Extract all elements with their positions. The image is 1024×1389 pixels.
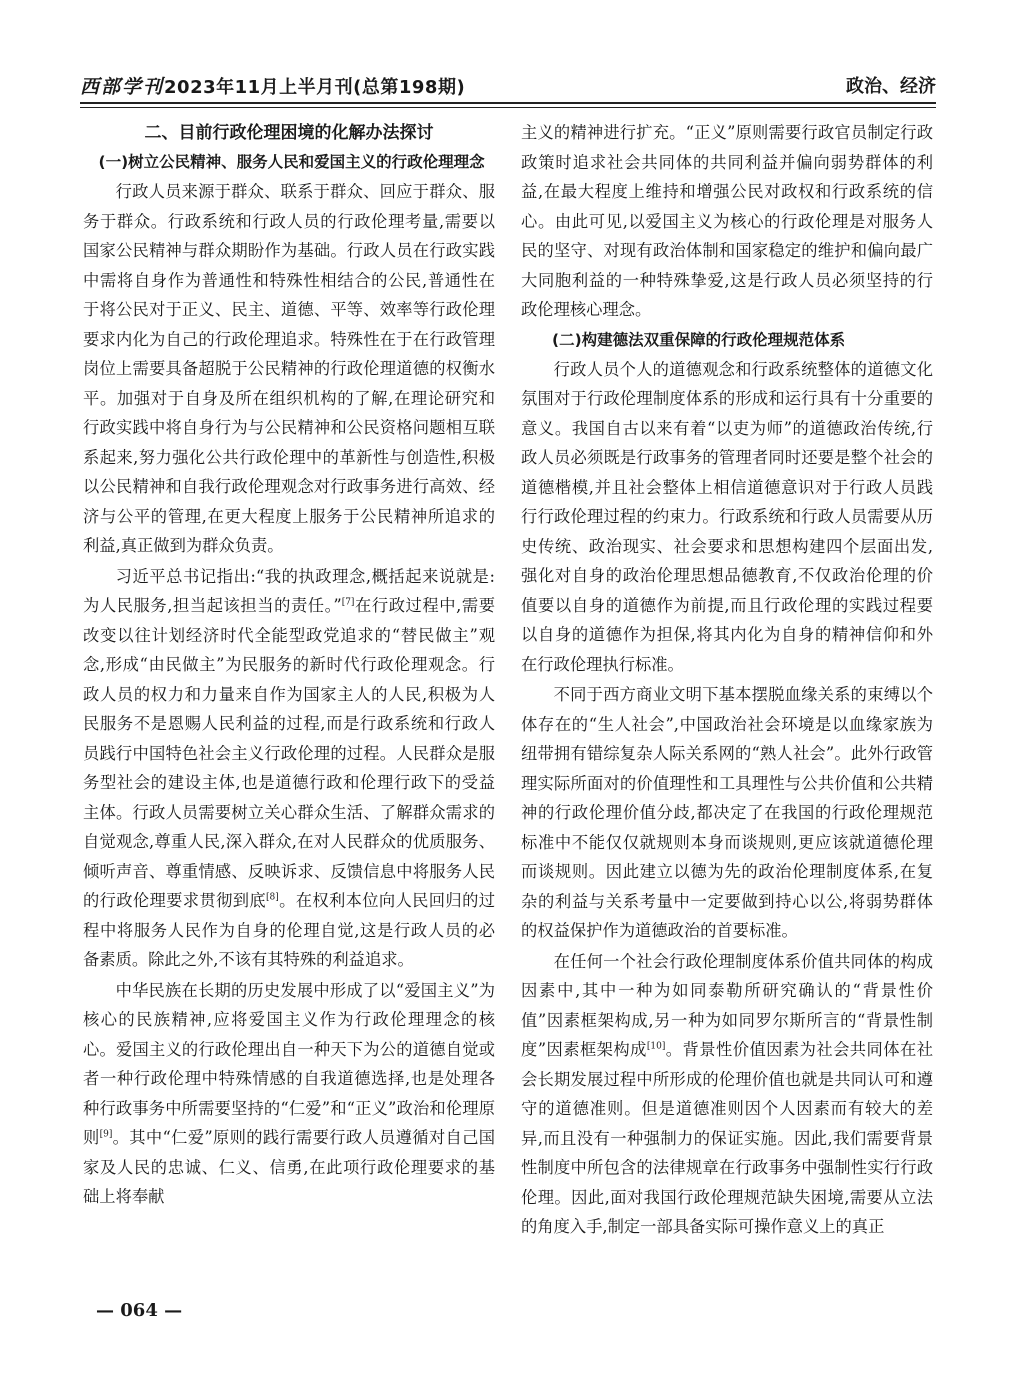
paragraph-text: 。在权利本位向人民回归的过程中将服务人民作为自身的伦理自觉,这是行政人员的必备素质。除此之外,不该有其特殊的利益追求。 [83, 891, 495, 969]
citation-marker: [8] [265, 892, 279, 903]
subsection-heading-1: (一)树立公民精神、服务人民和爱国主义的行政伦理理念 [98, 153, 485, 171]
paragraph-text: 在任何一个社会行政伦理制度体系价值共同体的构成因素中,其中一种为如同泰勒所研究确认的“背景性价值”因素框架构成,另一种为如同罗尔斯所言的“背景性制度”因素框架构成 [521, 951, 933, 1059]
running-header [80, 64, 936, 104]
paragraph: 不同于西方商业文明下基本摆脱血缘关系的束缚以个体存在的“生人社会”,中国政治社会环境是以血缘家族为纽带拥有错综复杂人际关系网的“熟人社会”。此外行政管理实际所面对的价值理性和工具理性与公共价值和公共精神的行政伦理价值分歧,都决定了在我国的行政伦理规范标准中不能仅仅就规则本身而谈规则,更应该就道德伦理而谈规则。因此建立以德为先的政治伦理制度体系,在复杂的利益与关系考量中一定要做到持心以公,将弱势群体的权益保护作为道德政治的首要标准。 [521, 685, 933, 940]
journal-issue-info [80, 72, 465, 99]
issue-label: 2023年11月上半月刊(总第198期) [164, 77, 466, 98]
right-column [521, 118, 933, 1243]
journal-logo: 西部学刊 [80, 76, 165, 98]
paragraph [83, 562, 495, 975]
paragraph-text: 在行政过程中,需要改变以往计划经济时代全能型政党追求的“替民做主”观念,形成“由民做主”为民服务的新时代行政伦理观念。行政人员的权力和力量来自作为国家主人的人民,积极为人民服务不是恩赐人民利益的过程,而是行政系统和行政人员践行中国特色社会主义行政伦理的过程。人民群众是服务型社会的建设主体,也是道德行政和伦理行政下的受益主体。行政人员需要树立关心群众生活、了解群众需求的自觉观念,尊重人民,深入群众,在对人民群众的优质服务、倾听声音、尊重情感、反映诉求、反馈信息中将服务人民的行政伦理要求贯彻到底 [83, 596, 495, 910]
paragraph-text: 。背景性价值因素为社会共同体在社会长期发展过程中所形成的伦理价值也就是共同认可和遵守的道德准则。但是道德准则因个人因素而有较大的差异,而且没有一种强制力的保证实施。因此,我们需要背景性制度中所包含的法律规章在行政事务中强制性实行行政伦理。因此,面对我国行政伦理规范缺失困境,需要从立法的角度入手,制定一部具备实际可操作意义上的真正 [521, 1040, 933, 1236]
citation-marker: [10] [646, 1041, 666, 1052]
header-rule [80, 102, 936, 104]
left-column [83, 118, 495, 1213]
header-rule-thin [80, 107, 936, 108]
paragraph [521, 947, 933, 1242]
paragraph-text: 习近平总书记指出:“我的执政理念,概括起来说就是:为人民服务,担当起该担当的责任。” [83, 566, 495, 615]
section-label: 政治、经济 [846, 76, 936, 97]
citation-marker: [7] [341, 597, 355, 608]
section-heading: 二、目前行政伦理困境的化解办法探讨 [144, 123, 434, 143]
citation-marker: [9] [99, 1129, 113, 1140]
paragraph: 行政人员个人的道德观念和行政系统整体的道德文化氛围对于行政伦理制度体系的形成和运行具有十分重要的意义。我国自古以来有着“以吏为师”的道德政治传统,行政人员必须既是行政事务的管理者同时还要是整个社会的道德楷模,并且社会整体上相信道德意识对于行政人员践行行政伦理过程的约束力。行政系统和行政人员需要从历史传统、政治现实、社会要求和思想构建四个层面出发,强化对自身的政治伦理思想品德教育,不仅政治伦理的价值要以自身的道德作为前提,而且行政伦理的实践过程要以自身的道德作为担保,将其内化为自身的精神信仰和外在行政伦理执行标准。 [521, 359, 933, 674]
paragraph-text: 。其中“仁爱”原则的践行需要行政人员遵循对自己国家及人民的忠诚、仁义、信勇,在此项行政伦理要求的基础上将奉献 [83, 1128, 495, 1206]
paragraph-continued: 主义的精神进行扩充。“正义”原则需要行政官员制定行政政策时追求社会共同体的共同利益并偏向弱势群体的利益,在最大程度上维持和增强公民对政权和行政系统的信心。由此可见,以爱国主义为核心的行政伦理是对服务人民的坚守、对现有政治体制和国家稳定的维护和偏向最广大同胞利益的一种特殊挚爱,这是行政人员必须坚持的行政伦理核心理念。 [521, 123, 933, 319]
paragraph: 行政人员来源于群众、联系于群众、回应于群众、服务于群众。行政系统和行政人员的行政伦理考量,需要以国家公民精神与群众期盼作为基础。行政人员在行政实践中需将自身作为普通性和特殊性相结合的公民,普通性在于将公民对于正义、民主、道德、平等、效率等行政伦理要求内化为自己的行政伦理追求。特殊性在于在行政管理岗位上需要具备超脱于公民精神的行政伦理道德的权衡水平。加强对于自身及所在组织机构的了解,在理论研究和行政实践中将自身行为与公民精神和公民资格问题相互联系起来,努力强化公共行政伦理中的革新性与创造性,积极以公民精神和自我行政伦理观念对行政事务进行高效、经济与公平的管理,在更大程度上服务于公民精神所追求的利益,真正做到为群众负责。 [83, 182, 495, 555]
paragraph-text: 中华民族在长期的历史发展中形成了以“爱国主义”为核心的民族精神,应将爱国主义作为行政伦理理念的核心。爱国主义的行政伦理出自一种天下为公的道德自觉或者一种行政伦理中特殊情感的自我道德选择,也是处理各种行政事务中所需要坚持的“仁爱”和“正义”政治和伦理原则 [83, 980, 495, 1147]
subsection-heading-2: (二)构建德法双重保障的行政伦理规范体系 [552, 330, 846, 349]
page-number: — 064 — [96, 1300, 183, 1321]
paragraph [83, 976, 495, 1212]
